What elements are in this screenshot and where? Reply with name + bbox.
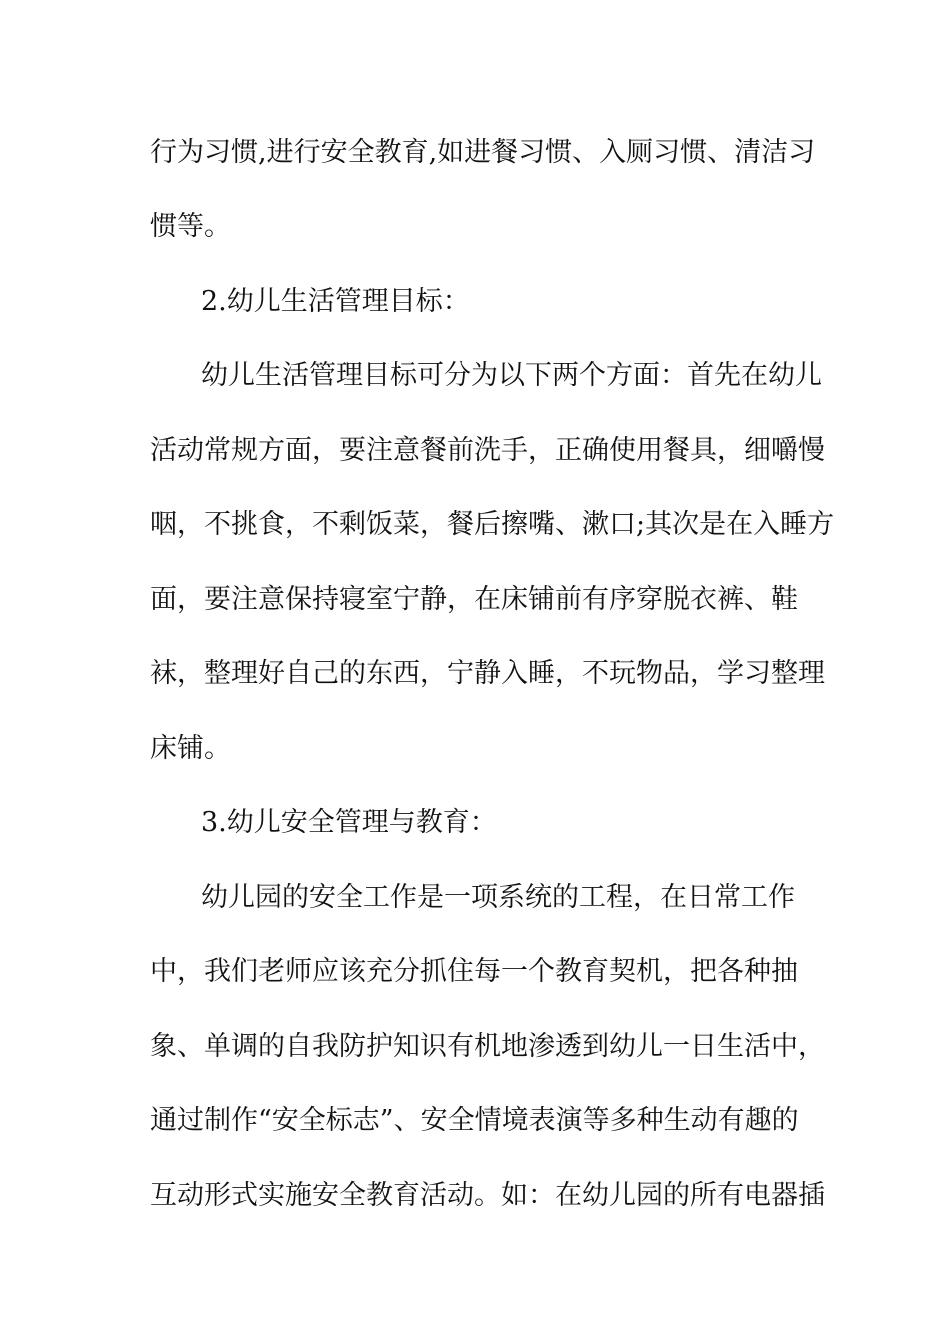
text-line-8: 袜，整理好自己的东西，宁静入睡，不玩物品，学习整理 bbox=[150, 658, 825, 689]
section-heading-2: 2.幼儿生活管理目标： bbox=[201, 286, 470, 317]
text-line-2: 惯等。 bbox=[150, 211, 231, 242]
text-line-12: 中，我们老师应该充分抓住每一个教育契机，把各种抽 bbox=[150, 956, 798, 987]
text-line-9: 床铺。 bbox=[150, 733, 231, 764]
text-line-5: 活动常规方面，要注意餐前洗手，正确使用餐具，细嚼慢 bbox=[150, 435, 825, 466]
section-heading-3: 3.幼儿安全管理与教育： bbox=[201, 807, 497, 838]
text-line-14: 通过制作“安全标志”、安全情境表演等多种生动有趣的 bbox=[150, 1105, 799, 1136]
text-line-13: 象、单调的自我防护知识有机地渗透到幼儿一日生活中， bbox=[150, 1031, 825, 1062]
text-line-11: 幼儿园的安全工作是一项系统的工程，在日常工作 bbox=[201, 882, 795, 913]
text-line-15: 互动形式实施安全教育活动。如：在幼儿园的所有电器插 bbox=[150, 1180, 825, 1211]
text-line-1: 行为习惯,进行安全教育,如进餐习惯、入厕习惯、清洁习 bbox=[150, 137, 816, 168]
text-line-4: 幼儿生活管理目标可分为以下两个方面：首先在幼儿 bbox=[201, 360, 822, 391]
text-line-6: 咽，不挑食，不剩饭菜，餐后擦嘴、漱口;其次是在入睡方 bbox=[150, 509, 835, 540]
text-line-7: 面，要注意保持寝室宁静，在床铺前有序穿脱衣裤、鞋 bbox=[150, 584, 798, 615]
